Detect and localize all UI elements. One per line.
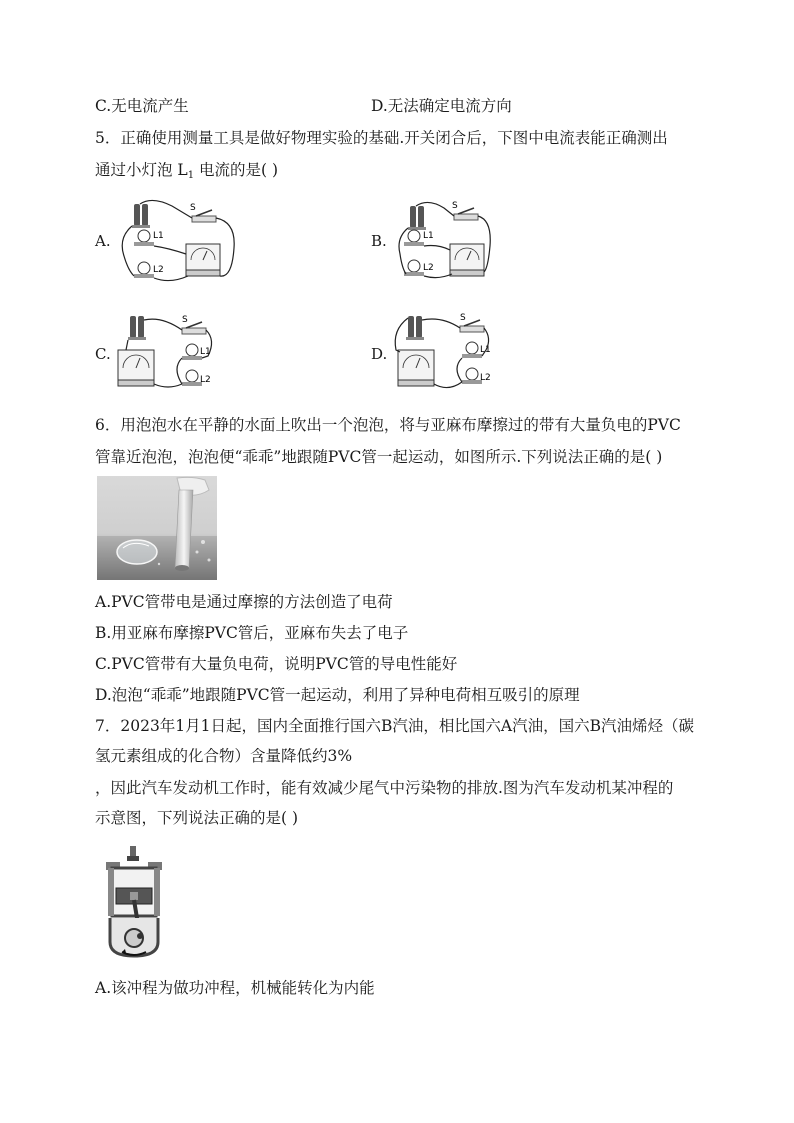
q7-option-a: A.该冲程为做功冲程，机械能转化为内能 [95, 979, 375, 997]
q5-stem-line2: 通过小灯泡 $L_1$ 电流的是( ) [95, 161, 279, 181]
svg-text:L1: L1 [423, 231, 434, 241]
svg-text:S: S [190, 203, 196, 213]
svg-text:L2: L2 [480, 373, 491, 383]
pvc-bubble-photo [97, 476, 217, 580]
circuit-diagram-b [388, 198, 518, 286]
svg-text:L2: L2 [153, 265, 164, 275]
q7-stem-line2: 氢元素组成的化合物）含量降低约3% [95, 747, 353, 765]
q5-option-c-label: C. [95, 345, 111, 363]
q6-stem-line1: 6．用泡泡水在平静的水面上吹出一个泡泡，将与亚麻布摩擦过的带有大量负电的PVC [95, 416, 681, 434]
q7-stem-line1: 7．2023年1月1日起，国内全面推行国六B汽油，相比国六A汽油，国六B汽油烯烃（碳 [95, 717, 695, 735]
q6-option-c: C.PVC管带有大量负电荷，说明PVC管的导电性能好 [95, 655, 458, 673]
q4-option-c: C.无电流产生 [95, 97, 189, 115]
bubble-icon [117, 540, 157, 564]
circuit-diagram-d [388, 310, 498, 396]
q6-option-b: B.用亚麻布摩擦PVC管后，亚麻布失去了电子 [95, 624, 409, 642]
switch-icon [452, 201, 478, 220]
svg-text:L1: L1 [480, 345, 491, 355]
q6-option-a: A.PVC管带电是通过摩擦的方法创造了电荷 [95, 593, 393, 611]
svg-text:L1: L1 [200, 347, 211, 357]
lamp-l1-icon [182, 344, 211, 360]
svg-text:S: S [452, 201, 458, 211]
lamp-l2-icon [182, 370, 211, 386]
q5-option-b-label: B. [371, 232, 387, 250]
switch-icon [460, 313, 484, 332]
svg-text:L2: L2 [423, 263, 434, 273]
q6-option-d: D.泡泡“乖乖”地跟随PVC管一起运动，利用了异种电荷相互吸引的原理 [95, 686, 580, 704]
switch-icon [182, 315, 206, 334]
crankshaft-icon [110, 918, 158, 956]
ammeter-icon [118, 350, 154, 386]
battery-icon [408, 206, 426, 230]
q7-stem-line4: 示意图，下列说法正确的是( ) [95, 809, 299, 827]
battery-icon [406, 316, 424, 340]
lamp-l2-icon [404, 260, 434, 276]
svg-text:S: S [460, 313, 466, 323]
spark-plug-icon [127, 846, 139, 861]
circuit-diagram-c [112, 310, 222, 396]
q6-stem-line2: 管靠近泡泡，泡泡便“乖乖”地跟随PVC管一起运动，如图所示.下列说法正确的是( ) [95, 448, 663, 466]
switch-icon [190, 203, 216, 222]
ammeter-icon [186, 244, 220, 276]
battery-icon [128, 316, 146, 340]
q5-option-a-label: A. [95, 232, 111, 250]
engine-stroke-diagram [100, 842, 168, 960]
lamp-l2-icon [462, 368, 491, 384]
ammeter-icon [398, 350, 434, 386]
svg-text:L1: L1 [153, 231, 164, 241]
q5-stem-line1: 5．正确使用测量工具是做好物理实验的基础.开关闭合后，下图中电流表能正确测出 [95, 129, 668, 147]
circuit-diagram-a [112, 198, 242, 286]
q5-option-d-label: D. [371, 345, 388, 363]
lamp-l2-icon [134, 262, 164, 278]
ammeter-icon [450, 244, 484, 276]
lamp-l1-icon [404, 230, 434, 246]
svg-text:L2: L2 [200, 375, 211, 385]
lamp-l1-icon [134, 230, 164, 246]
battery-icon [132, 204, 150, 228]
q7-stem-line3: ，因此汽车发动机工作时，能有效减少尾气中污染物的排放.图为汽车发动机某冲程的 [95, 779, 674, 797]
svg-text:S: S [182, 315, 188, 325]
q4-option-d: D.无法确定电流方向 [371, 97, 512, 115]
